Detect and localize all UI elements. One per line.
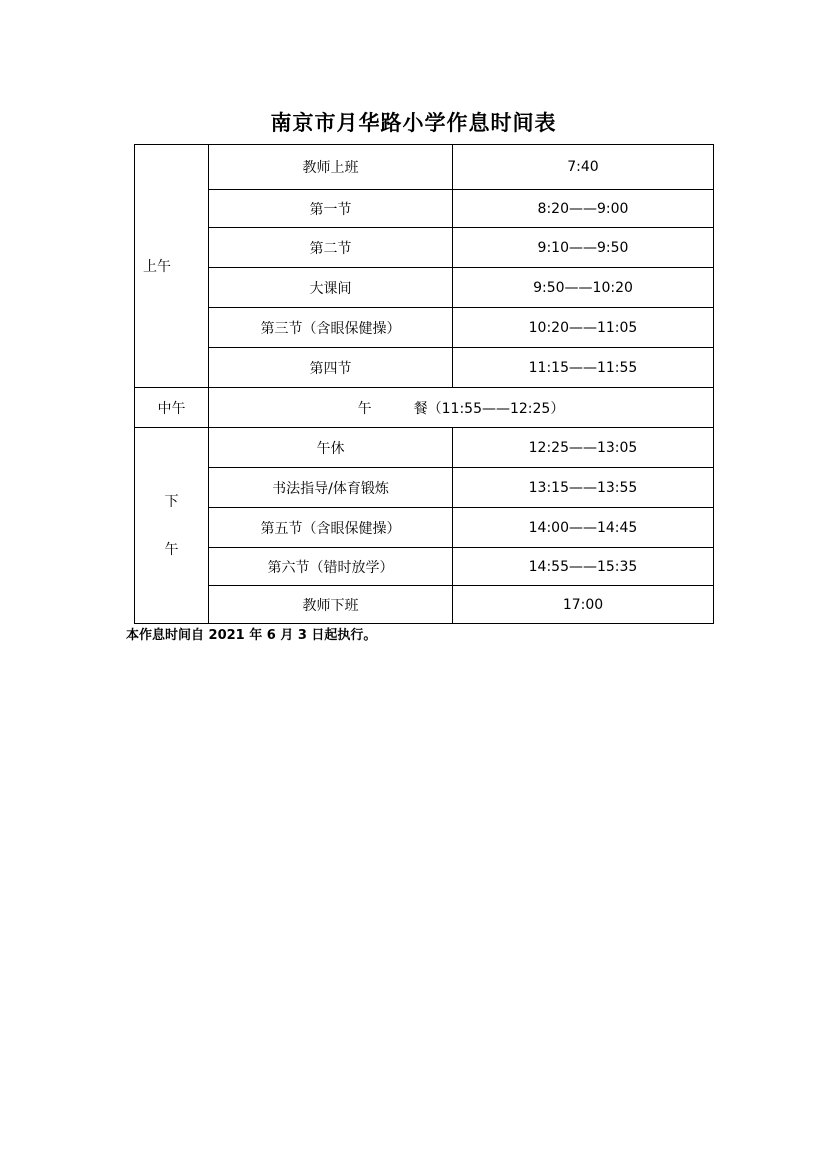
event-cell: 第二节 — [209, 228, 453, 268]
time-cell: 10:20——11:05 — [453, 308, 714, 348]
table-row — [135, 228, 714, 268]
afternoon-label-char-2: 午 — [164, 541, 179, 558]
time-cell: 12:25——13:05 — [453, 428, 714, 468]
effective-date-note: 本作息时间自 2021 年 6 月 3 日起执行。 — [126, 628, 377, 643]
page-title: 南京市月华路小学作息时间表 — [270, 111, 557, 135]
event-cell: 第一节 — [209, 190, 453, 228]
time-cell: 11:15——11:55 — [453, 348, 714, 388]
event-cell: 第三节（含眼保健操） — [209, 308, 453, 348]
time-cell: 17:00 — [453, 586, 714, 624]
table-row — [135, 548, 714, 586]
table-row — [135, 586, 714, 624]
table-row — [135, 308, 714, 348]
schedule-table — [134, 144, 714, 624]
table-row — [135, 428, 714, 468]
time-cell: 9:50——10:20 — [453, 268, 714, 308]
morning-label: 上午 — [135, 145, 209, 388]
time-cell: 8:20——9:00 — [453, 190, 714, 228]
time-cell: 9:10——9:50 — [453, 228, 714, 268]
lunch-label-part-1: 午 — [357, 400, 372, 417]
event-cell: 大课间 — [209, 268, 453, 308]
time-cell: 7:40 — [453, 145, 714, 190]
event-cell: 教师上班 — [209, 145, 453, 190]
noon-label: 中午 — [135, 388, 209, 428]
table-row — [135, 508, 714, 548]
table-row-noon — [135, 388, 714, 428]
event-cell: 教师下班 — [209, 586, 453, 624]
afternoon-label-char-1: 下 — [164, 493, 179, 510]
time-cell: 13:15——13:55 — [453, 468, 714, 508]
lunch-label-part-2: 餐（11:55——12:25） — [413, 400, 565, 417]
table-row — [135, 468, 714, 508]
event-cell: 午休 — [209, 428, 453, 468]
event-cell: 书法指导/体育锻炼 — [209, 468, 453, 508]
lunch-cell — [209, 388, 714, 428]
time-cell: 14:55——15:35 — [453, 548, 714, 586]
afternoon-label — [135, 428, 209, 624]
time-cell: 14:00——14:45 — [453, 508, 714, 548]
table-row — [135, 268, 714, 308]
table-row — [135, 190, 714, 228]
event-cell: 第六节（错时放学） — [209, 548, 453, 586]
table-row — [135, 145, 714, 190]
event-cell: 第四节 — [209, 348, 453, 388]
table-row — [135, 348, 714, 388]
event-cell: 第五节（含眼保健操） — [209, 508, 453, 548]
